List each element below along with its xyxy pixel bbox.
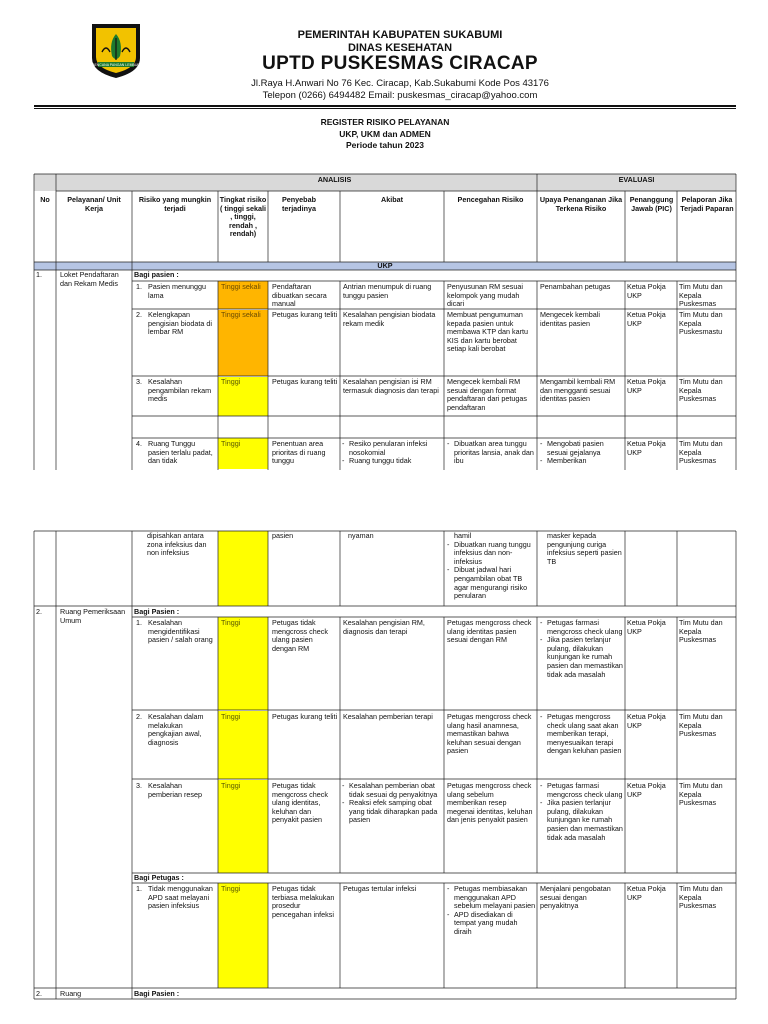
header-address: Jl.Raya H.Anwari No 76 Kec. Ciracap, Kab.Sukabumi Kode Pos 43176 xyxy=(251,78,549,89)
risk-report: Tim Mutu dan Kepala Puskesmas xyxy=(679,440,723,466)
risk-cause: Pendaftaran dibuatkan secara manual xyxy=(272,283,327,309)
risk-cause: Penentuan area prioritas di ruang tunggu xyxy=(272,440,326,466)
risk-level-fill xyxy=(218,883,268,988)
risk-pic: Ketua Pokja UKP xyxy=(627,619,666,636)
col-header-risk: Risiko yang mungkin terjadi xyxy=(138,196,212,213)
risk-cause: Petugas kurang teliti xyxy=(272,311,338,319)
col-header-prevention: Pencegahan Risiko xyxy=(457,196,524,204)
risk-prevention: Petugas mengcross check ulang hasil anamnesa, memastikan bahwa keluhan sesuai dengan pasien xyxy=(447,713,532,756)
risk-effect: Antrian menumpuk di ruang tunggu pasien xyxy=(343,283,432,300)
risk-level: Tinggi sekali xyxy=(221,311,261,319)
risk-cause-continued: pasien xyxy=(272,532,294,540)
risk-item: 4. Ruang Tunggu pasien terlalu padat, dan tidak xyxy=(136,440,213,466)
risk-effect: - Resiko penularan infeksi nosokomial - Ruang tunggu tidak xyxy=(341,440,443,470)
risk-handling: - Petugas mengcross check ulang saat akan memberikan terapi, menyesuaikan terapi dengan keluhan pasien xyxy=(539,713,624,779)
risk-prevention-continued: hamil - Dibuatkan ruang tunggu infeksius dan non-infeksius - Dibuat jadwal hari pengambilan obat TB agar mengurangi risiko penularan xyxy=(446,532,536,601)
risk-cause: Petugas tidak mengcross check ulang pasien dengan RM xyxy=(272,619,328,653)
risk-pic: Ketua Pokja UKP xyxy=(627,283,666,300)
group-analisis: ANALISIS xyxy=(317,176,352,184)
col-header-pic: Penanggung Jawab (PIC) xyxy=(629,196,674,213)
risk-prevention: Petugas mengcross check ulang identitas pasien sesuai dengan RM xyxy=(447,619,532,645)
header-divider xyxy=(34,105,736,107)
row-number: 1. xyxy=(36,271,42,279)
risk-level: Tinggi xyxy=(221,782,241,790)
section-label-ukp: UKP xyxy=(377,262,393,270)
risk-prevention: - Dibuatkan area tunggu prioritas lansia, anak dan ibu xyxy=(446,440,536,470)
risk-level: Tinggi xyxy=(221,885,241,893)
risk-effect: Kesalahan pengisian RM, diagnosis dan terapi xyxy=(343,619,425,636)
risk-effect: Petugas tertular infeksi xyxy=(343,885,417,893)
risk-report: Tim Mutu dan Kepala Puskesmas xyxy=(679,713,723,739)
col-header-no: No xyxy=(40,196,50,204)
col-header-report: Pelaporan Jika Terjadi Paparan xyxy=(680,196,734,213)
risk-report: Tim Mutu dan Kepala Puskesmas xyxy=(679,619,723,645)
risk-item-continued: dipisahkan antara zona infeksius dan non infeksius xyxy=(147,532,207,558)
row-number: 2. xyxy=(36,608,42,616)
risk-pic: Ketua Pokja UKP xyxy=(627,713,666,730)
col-header-effect: Akibat xyxy=(381,196,403,204)
risk-effect: - Kesalahan pemberian obat tidak sesuai dg penyakitnya - Reaksi efek samping obat yang tidak diharapkan pada pasien xyxy=(341,782,443,825)
svg-text:BENCANA PANGAN LEMBUR: BENCANA PANGAN LEMBUR xyxy=(92,63,140,67)
risk-cause: Petugas tidak mengcross check ulang identitas, keluhan dan penyakit pasien xyxy=(272,782,328,825)
risk-report: Tim Mutu dan Kepala Puskesmastu xyxy=(679,311,723,337)
col-header-handling: Upaya Penanganan Jika Terkena Risiko xyxy=(539,196,623,213)
risk-pic: Ketua Pokja UKP xyxy=(627,440,666,457)
risk-item: 1. Tidak menggunakan APD saat melayani pasien infeksius xyxy=(136,885,213,911)
risk-pic: Ketua Pokja UKP xyxy=(627,782,666,799)
risk-prevention: Penyusunan RM sesuai kelompok yang mudah dicari xyxy=(447,283,523,309)
risk-level: Tinggi sekali xyxy=(221,283,261,291)
group-label-pasien: Bagi Pasien : xyxy=(134,608,180,616)
header-department: DINAS KESEHATAN xyxy=(347,42,453,54)
risk-effect: Kesalahan pengisian isi RM termasuk diagnosis dan terapi xyxy=(343,378,439,395)
risk-handling-continued: masker kepada pengunjung curiga infeksius seperti pasien TB xyxy=(547,532,622,566)
risk-effect-continued: nyaman xyxy=(348,532,374,540)
risk-item: 2. Kelengkapan pengisian biodata di lembar RM xyxy=(136,311,212,337)
risk-report: Tim Mutu dan Kepala Puskesmas xyxy=(679,378,723,404)
col-header-unit: Pelayanan/ Unit Kerja xyxy=(67,196,121,213)
risk-level-fill xyxy=(218,310,268,376)
risk-prevention: Membuat pengumuman kepada pasien untuk membawa KTP dan kartu KIS dan kartu berobat setiap kali berobat xyxy=(447,311,528,354)
risk-handling: Penambahan petugas xyxy=(540,283,611,291)
header-government: PEMERINTAH KABUPATEN SUKABUMI xyxy=(297,29,503,41)
risk-report: Tim Mutu dan Kepala Puskesmas xyxy=(679,283,723,309)
risk-handling: Menjalani pengobatan sesuai dengan penyakitnya xyxy=(540,885,611,911)
col-header-level: Tingkat risiko ( tinggi sekali , tinggi, rendah , rendah) xyxy=(219,196,267,239)
risk-level-fill xyxy=(218,531,268,606)
risk-pic: Ketua Pokja UKP xyxy=(627,378,666,395)
group-label-pasien: Bagi pasien : xyxy=(134,271,179,279)
risk-report: Tim Mutu dan Kepala Puskesmas xyxy=(679,885,723,911)
group-label-pasien: Bagi Pasien : xyxy=(134,990,180,998)
risk-effect: Kesalahan pengisian biodata rekam medik xyxy=(343,311,436,328)
risk-handling: - Petugas farmasi mengcross check ulang - Jika pasien terlanjur pulang, dilakukan kunjungan ke rumah pasien dan memastikan tidak ada masalah xyxy=(539,619,624,679)
risk-report: Tim Mutu dan Kepala Puskesmas xyxy=(679,782,723,808)
risk-item: 1. Kesalahan mengidentifikasi pasien / salah orang xyxy=(136,619,213,645)
header-contact: Telepon (0266) 6494482 Email: puskesmas_ciracap@yahoo.com xyxy=(262,90,538,101)
risk-level-fill xyxy=(218,617,268,710)
risk-level: Tinggi xyxy=(221,440,241,448)
group-evaluasi: EVALUASI xyxy=(618,176,655,184)
risk-prevention: Mengecek kembali RM sesuai dengan format pendaftaran dari petugas pendaftaran xyxy=(447,378,527,412)
register-title: REGISTER RISIKO PELAYANAN xyxy=(320,117,450,127)
row-number: 2. xyxy=(36,990,42,998)
risk-cause: Petugas kurang teliti xyxy=(272,378,338,386)
register-period: Periode tahun 2023 xyxy=(346,140,424,150)
risk-cause: Petugas tidak terbiasa melakukan prosedur pencegahan infeksi xyxy=(272,885,335,919)
risk-level: Tinggi xyxy=(221,619,241,627)
risk-handling: - Petugas farmasi mengcross check ulang - Jika pasien terlanjur pulang, dilakukan kunjungan ke rumah pasien dan memastikan tidak ada masalah xyxy=(539,782,624,842)
risk-pic: Ketua Pokja UKP xyxy=(627,311,666,328)
header-institution: UPTD PUSKESMAS CIRACAP xyxy=(262,53,538,74)
risk-level: Tinggi xyxy=(221,378,241,386)
sukabumi-emblem-logo xyxy=(90,22,142,80)
register-subtitle: UKP, UKM dan ADMEN xyxy=(339,129,431,139)
unit-name: Loket Pendaftaran dan Rekam Medis xyxy=(60,271,119,288)
risk-level: Tinggi xyxy=(221,713,241,721)
unit-name: Ruang Pemeriksaan Umum xyxy=(60,608,126,625)
header-divider-thin xyxy=(34,108,736,109)
risk-cause: Petugas kurang teliti xyxy=(272,713,338,721)
risk-item: 3. Kesalahan pengambilan rekam medis xyxy=(136,378,212,404)
unit-name: Ruang xyxy=(60,990,82,998)
risk-prevention: Petugas mengcross check ulang sebelum memberikan resep megenai identitas, keluhan dan jenis penyakit pasien xyxy=(447,782,533,825)
group-label-petugas: Bagi Petugas : xyxy=(134,874,184,882)
risk-effect: Kesalahan pemberian terapi xyxy=(343,713,433,721)
risk-prevention: - Petugas membiasakan menggunakan APD sebelum melayani pasien - APD disediakan di tempat yang mudah diraih xyxy=(446,885,536,937)
risk-item: 3. Kesalahan pemberian resep xyxy=(136,782,202,799)
risk-handling: Mengambil kembali RM dan mengganti sesuai identitas pasien xyxy=(540,378,616,404)
risk-item: 2. Kesalahan dalam melakukan pengkajian awal, diagnosis xyxy=(136,713,204,747)
risk-handling: Mengecek kembali identitas pasien xyxy=(540,311,600,328)
risk-item: 1. Pasien menunggu lama xyxy=(136,283,206,300)
risk-pic: Ketua Pokja UKP xyxy=(627,885,666,902)
risk-handling: - Mengobati pasien sesuai gejalanya - Memberikan xyxy=(539,440,624,470)
risk-level-fill xyxy=(218,780,268,873)
col-header-cause: Penyebab terjadinya xyxy=(282,196,316,213)
